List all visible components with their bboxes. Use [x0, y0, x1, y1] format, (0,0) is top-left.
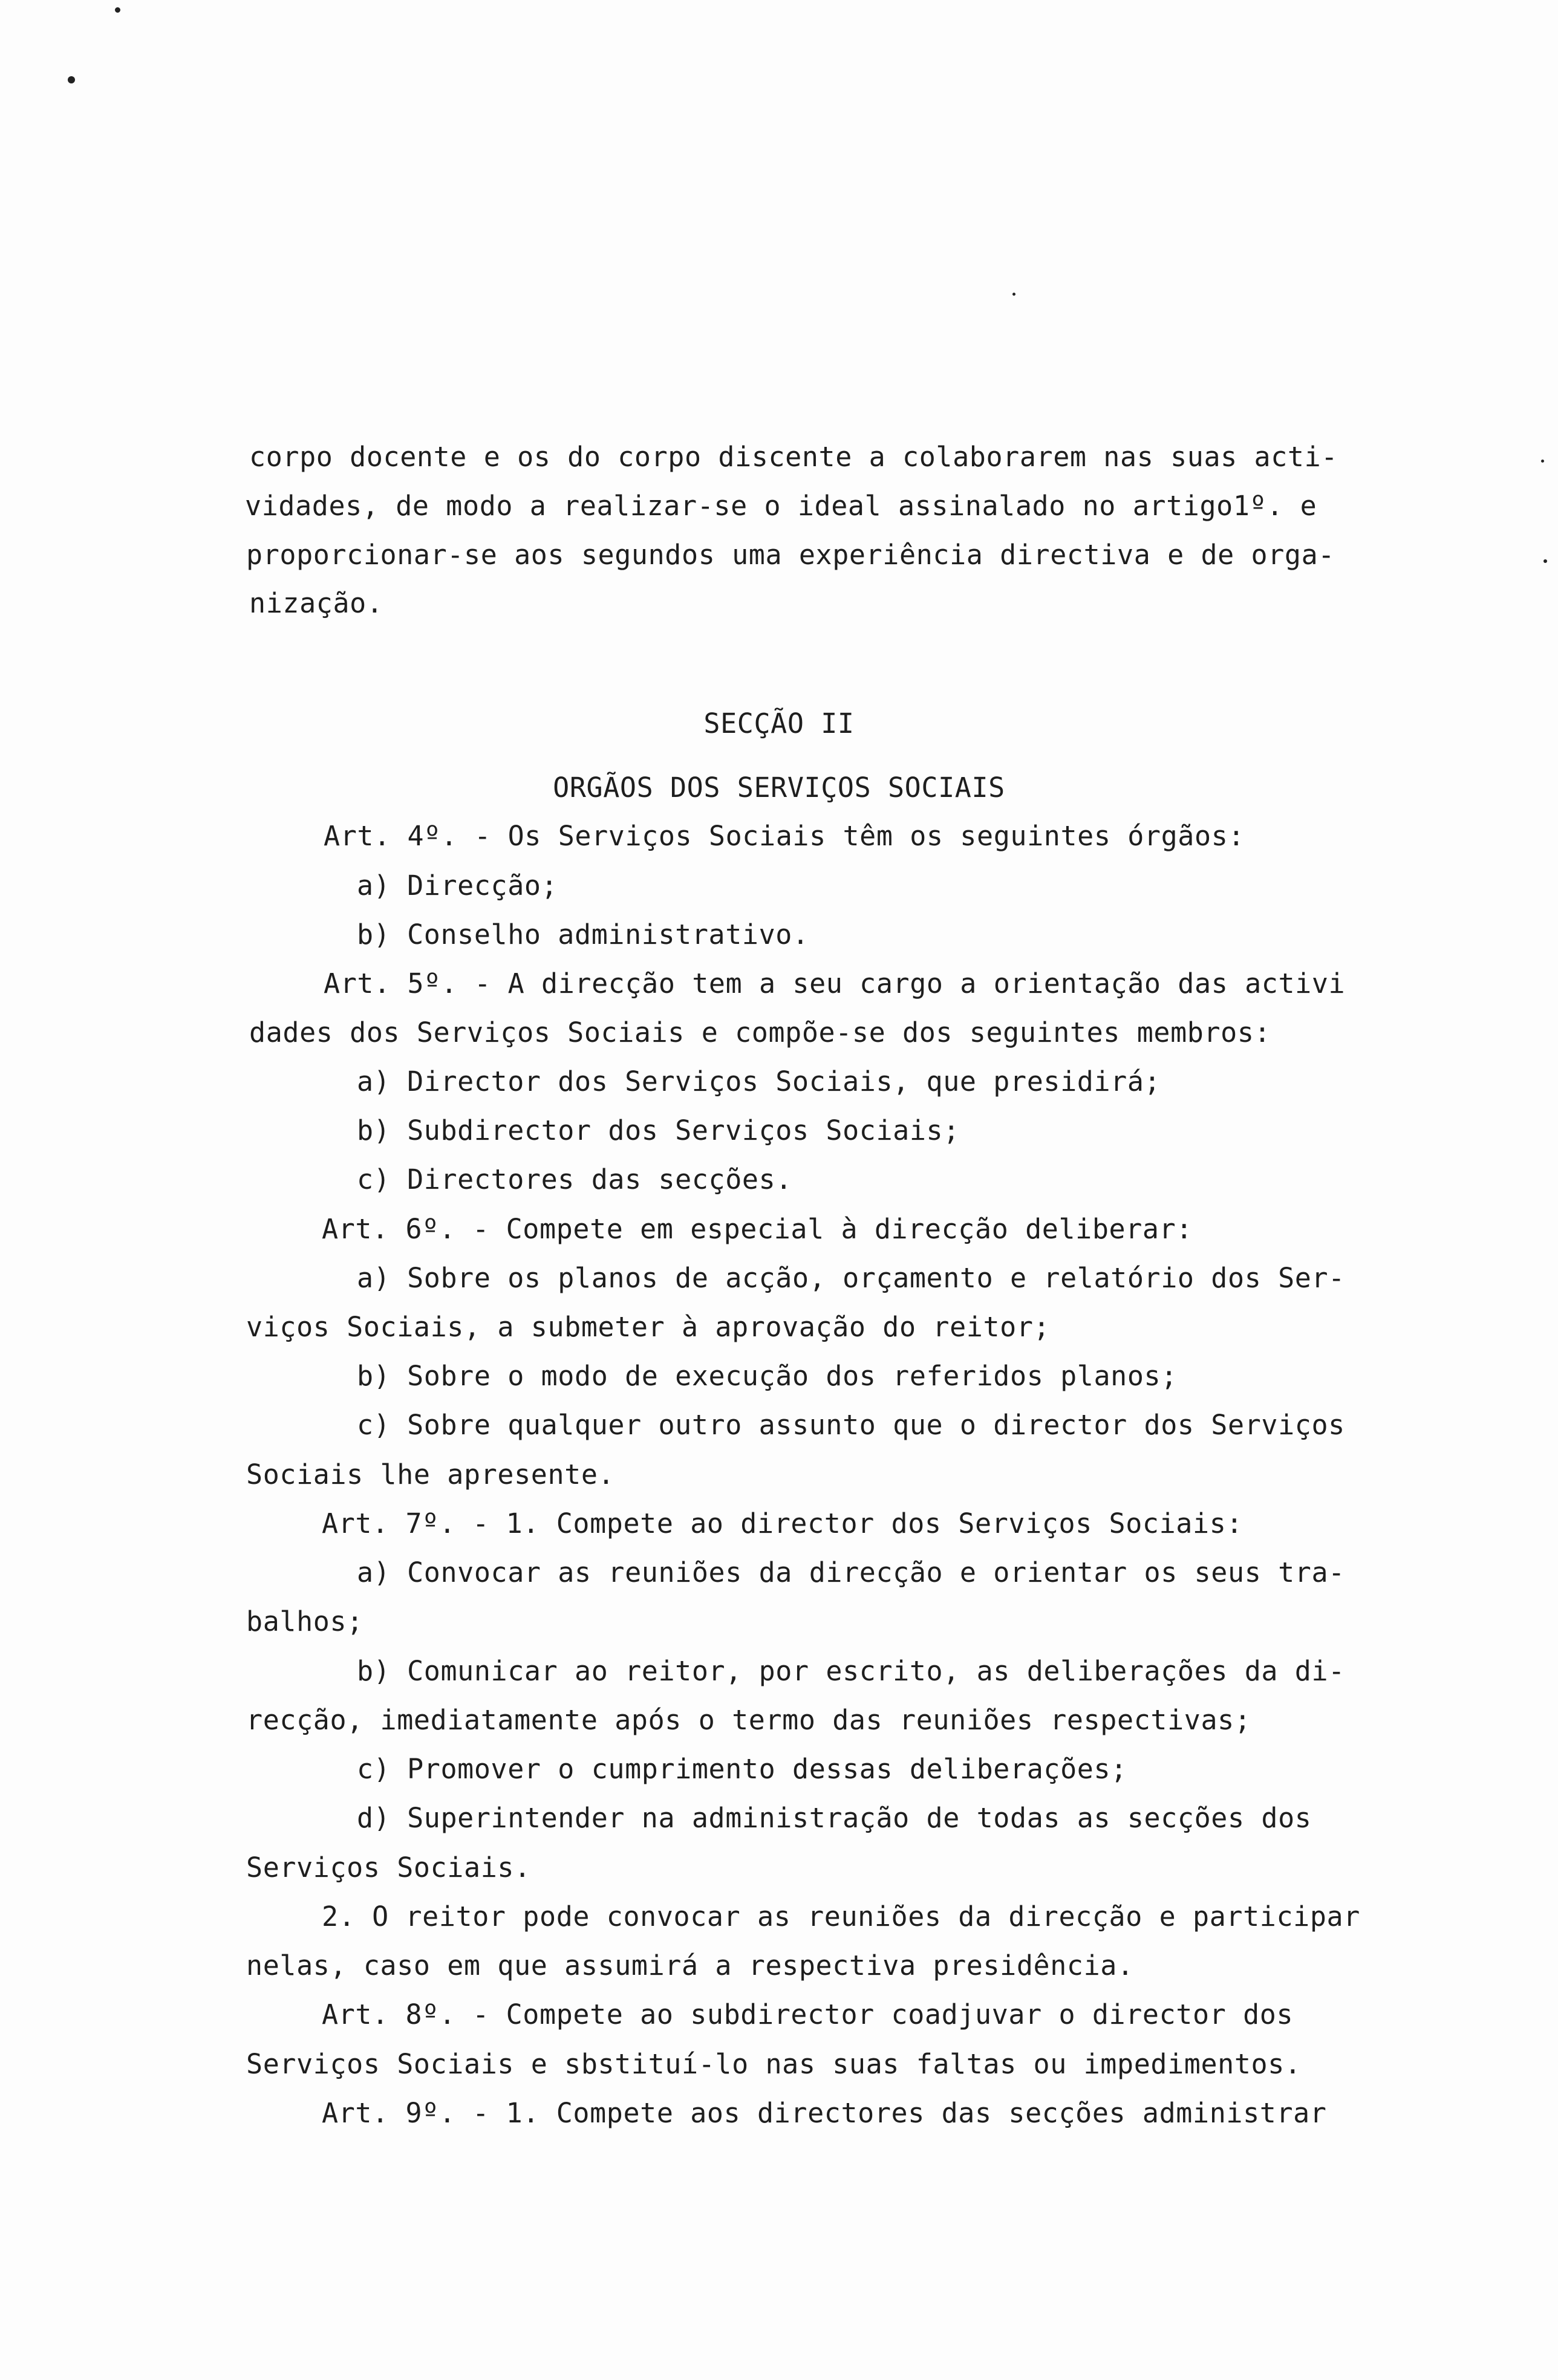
article-item: c) Directores das secções.	[357, 1163, 792, 1195]
article-line: dades dos Serviços Sociais e compõe-se dos seguintes membros:	[249, 1016, 1271, 1049]
article-line: Art. 7º. - 1. Compete ao director dos Serviços Sociais:	[322, 1507, 1243, 1540]
article-item: a) Direcção;	[357, 870, 558, 902]
paragraph-line: proporcionar-se aos segundos uma experiência directiva e de orga-	[246, 539, 1335, 571]
scan-speck	[1012, 293, 1015, 296]
article-item: c) Promover o cumprimento dessas deliberações;	[357, 1753, 1127, 1785]
article-item: b) Comunicar ao reitor, por escrito, as deliberações da di-	[357, 1655, 1345, 1687]
article-line: Sociais lhe apresente.	[246, 1458, 615, 1491]
article-item: d) Superintender na administração de todas as secções dos	[357, 1802, 1312, 1834]
section-title: SECÇÃO II	[703, 707, 855, 740]
scan-speck	[1543, 559, 1547, 563]
article-item: b) Subdirector dos Serviços Sociais;	[357, 1114, 960, 1146]
scan-speck	[115, 7, 120, 13]
paragraph-line: vidades, de modo a realizar-se o ideal assinalado no artigo1º. e	[245, 490, 1317, 522]
section-subtitle: ORGÃOS DOS SERVIÇOS SOCIAIS	[553, 772, 1005, 804]
article-item: b) Conselho administrativo.	[357, 919, 809, 951]
article-line: recção, imediatamente após o termo das reuniões respectivas;	[246, 1704, 1251, 1736]
article-line: Art. 6º. - Compete em especial à direcção deliberar:	[322, 1213, 1193, 1245]
article-line: nelas, caso em que assumirá a respectiva presidência.	[246, 1949, 1134, 1982]
paragraph-line: nização.	[249, 587, 383, 619]
article-line: Serviços Sociais.	[246, 1852, 531, 1884]
article-line: Art. 8º. - Compete ao subdirector coadjuvar o director dos	[322, 1998, 1294, 2030]
article-item: c) Sobre qualquer outro assunto que o director dos Serviços	[357, 1409, 1345, 1441]
article-item: a) Director dos Serviços Sociais, que presidirá;	[357, 1065, 1161, 1097]
article-line: Serviços Sociais e sbstituí-lo nas suas faltas ou impedimentos.	[246, 2048, 1302, 2080]
article-item: a) Sobre os planos de acção, orçamento e relatório dos Ser-	[357, 1262, 1345, 1294]
article-line: Art. 4º. - Os Serviços Sociais têm os seguintes órgãos:	[324, 820, 1245, 852]
article-line: 2. O reitor pode convocar as reuniões da direcção e participar	[322, 1900, 1360, 1933]
article-line: Art. 9º. - 1. Compete aos directores das secções administrar	[322, 2097, 1327, 2129]
article-line: viços Sociais, a submeter à aprovação do reitor;	[246, 1311, 1051, 1343]
article-line: balhos;	[246, 1605, 363, 1637]
paragraph-line: corpo docente e os do corpo discente a colaborarem nas suas acti-	[249, 441, 1338, 473]
article-item: b) Sobre o modo de execução dos referidos planos;	[357, 1360, 1178, 1392]
article-line: Art. 5º. - A direcção tem a seu cargo a orientação das activi	[324, 967, 1346, 1000]
scan-speck	[1541, 460, 1544, 463]
scan-speck	[68, 76, 75, 83]
article-item: a) Convocar as reuniões da direcção e orientar os seus tra-	[357, 1556, 1345, 1588]
